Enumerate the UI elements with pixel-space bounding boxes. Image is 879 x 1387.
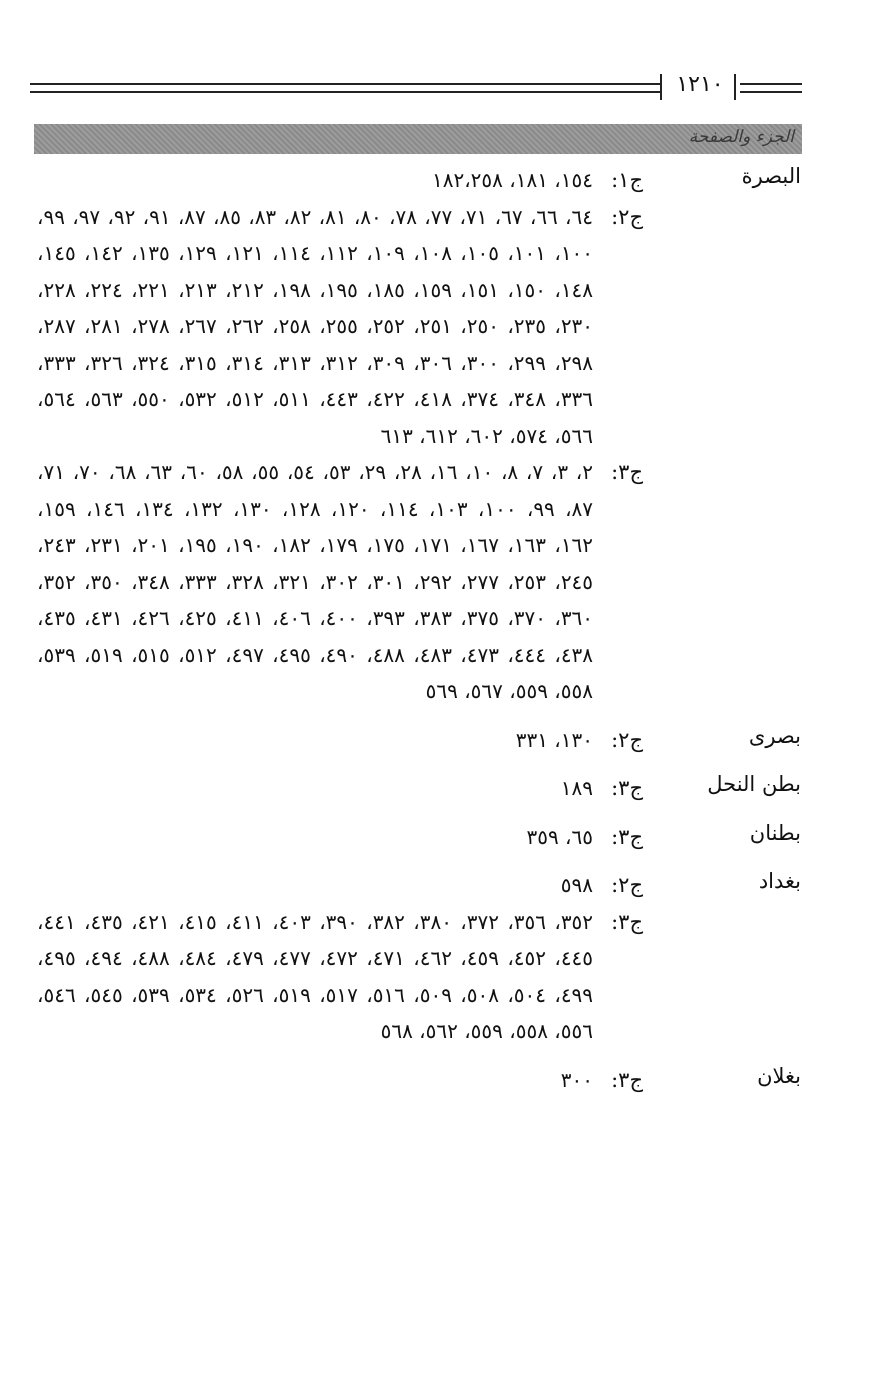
header-tick-right [734, 74, 736, 100]
header-rule-short [740, 83, 802, 93]
place-name: بطنان [749, 820, 801, 845]
header-rule-long [30, 83, 660, 93]
volume-label: ج١: [611, 168, 643, 192]
page-number: ١٢١٠ [676, 72, 724, 97]
page-list: ٦٤، ٦٦، ٦٧، ٧١، ٧٧، ٧٨، ٨٠، ٨١، ٨٢، ٨٣، ٨٥، ٨٧، ٩١، ٩٢، ٩٧، ٩٩، ١٠٠، ١٠١، ١٠٥، ١٠٨، ١٠٩، ١١٢، ١١٤، ١٢١، ١٢٩، ١٣٥، ١٤٢، ١٤٥، ١٤٨، ١٥٠، ١٥١، ١٥٩، ١٨٥، ١٩٥، ١٩٨، ٢١٢، ٢١٣، ٢٢١، ٢٢٤، ٢٢٨، ٢٣٠، ٢٣٥، ٢٥٠، ٢٥١، ٢٥٢، ٢٥٥، ٢٥٨، ٢٦٢، ٢٦٧، ٢٧٨، ٢٨١، ٢٨٧، ٢٩٨، ٢٩٩، ٣٠٠، ٣٠٦، ٣٠٩، ٣١٢، ٣١٣، ٣١٤، ٣١٥، ٣٢٤، ٣٢٦، ٣٣٣، ٣٣٦، ٣٤٨، ٣٧٤، ٤١٨، ٤٢٢، ٤٤٣، ٥١١، ٥١٢، ٥٣٢، ٥٥٠، ٥٦٣، ٥٦٤، ٥٦٦، ٥٧٤، ٦٠٢، ٦١٢، ٦١٣ [37, 204, 594, 448]
index-entry-baghlan [0, 1062, 879, 1099]
volume-references [33, 819, 643, 856]
volume-row [33, 867, 643, 904]
index-entries [0, 162, 879, 1098]
page-header [30, 74, 802, 100]
volume-row [33, 199, 643, 455]
page-list: ١٣٠، ٣٣١ [515, 727, 593, 752]
volume-row [33, 722, 643, 759]
page-list: ١٨٩ [560, 776, 593, 800]
column-header-label: الجزء والصفحة [688, 127, 794, 147]
volume-row [33, 904, 643, 1050]
volume-label: ج٣: [611, 460, 643, 484]
column-header-band [34, 124, 802, 154]
volume-references [33, 722, 643, 759]
place-name: بغلان [757, 1063, 801, 1088]
volume-references [33, 770, 643, 807]
header-tick-left [660, 74, 662, 100]
volume-references [33, 867, 643, 1050]
index-entry-busra [0, 722, 879, 759]
volume-label: ج٢: [611, 727, 643, 752]
volume-label: ج٣: [611, 909, 643, 934]
volume-row [33, 1062, 643, 1099]
page-list: ٣٥٢، ٣٥٦، ٣٧٢، ٣٨٠، ٣٨٢، ٣٩٠، ٤٠٣، ٤١١، ٤١٥، ٤٢١، ٤٣٥، ٤٤١، ٤٤٥، ٤٥٢، ٤٥٩، ٤٦٢، ٤٧١، ٤٧٢، ٤٧٧، ٤٧٩، ٤٨٤، ٤٨٨، ٤٩٤، ٤٩٥، ٤٩٩، ٥٠٤، ٥٠٨، ٥٠٩، ٥١٦، ٥١٧، ٥١٩، ٥٢٦، ٥٣٤، ٥٣٩، ٥٤٥، ٥٤٦، ٥٥٦، ٥٥٨، ٥٥٩، ٥٦٢، ٥٦٨ [37, 909, 594, 1043]
index-entry-basra [0, 162, 879, 710]
volume-references [33, 1062, 643, 1099]
volume-label: ج٣: [611, 824, 643, 849]
page-list: ١٥٤، ١٨١، ١٨٢،٢٥٨ [431, 168, 593, 192]
volume-row [33, 162, 643, 199]
index-entry-batn-al-nahl [0, 770, 879, 807]
volume-label: ج٢: [611, 873, 643, 897]
index-entry-baghdad [0, 867, 879, 1050]
place-name: بصرى [748, 723, 801, 748]
page-list: ٣٠٠ [560, 1067, 593, 1092]
volume-row [33, 819, 643, 856]
index-entry-butnan [0, 819, 879, 856]
volume-row [33, 770, 643, 807]
page-list: ٦٥، ٣٥٩ [526, 824, 593, 849]
volume-label: ج٣: [611, 1067, 643, 1092]
place-name: بغداد [758, 869, 801, 893]
page-list: ٢، ٣، ٧، ٨، ١٠، ١٦، ٢٨، ٢٩، ٥٣، ٥٤، ٥٥، ٥٨، ٦٠، ٦٣، ٦٨، ٧٠، ٧١، ٨٧، ٩٩، ١٠٠، ١٠٣، ١١٤، ١٢٠، ١٢٨، ١٣٠، ١٣٢، ١٣٤، ١٤٦، ١٥٩، ١٦٢، ١٦٣، ١٦٧، ١٧١، ١٧٥، ١٧٩، ١٨٢، ١٩٠، ١٩٥، ٢٠١، ٢٣١، ٢٤٣، ٢٤٥، ٢٥٣، ٢٧٧، ٢٩٢، ٣٠١، ٣٠٢، ٣٢١، ٣٢٨، ٣٣٣، ٣٤٨، ٣٥٠، ٣٥٢، ٣٦٠، ٣٧٠، ٣٧٥، ٣٨٣، ٣٩٣، ٤٠٠، ٤٠٦، ٤١١، ٤٢٥، ٤٢٦، ٤٣١، ٤٣٥، ٤٣٨، ٤٤٤، ٤٧٣، ٤٨٣، ٤٨٨، ٤٩٠، ٤٩٥، ٤٩٧، ٥١٢، ٥١٥، ٥١٩، ٥٣٩، ٥٥٨، ٥٥٩، ٥٦٧، ٥٦٩ [37, 460, 594, 703]
page-list: ٥٩٨ [560, 873, 593, 897]
place-name: البصرة [741, 164, 801, 188]
volume-references [33, 162, 643, 710]
volume-row [33, 454, 643, 710]
volume-label: ج٣: [611, 776, 643, 800]
place-name: بطن النحل [707, 772, 801, 796]
volume-label: ج٢: [611, 204, 643, 229]
